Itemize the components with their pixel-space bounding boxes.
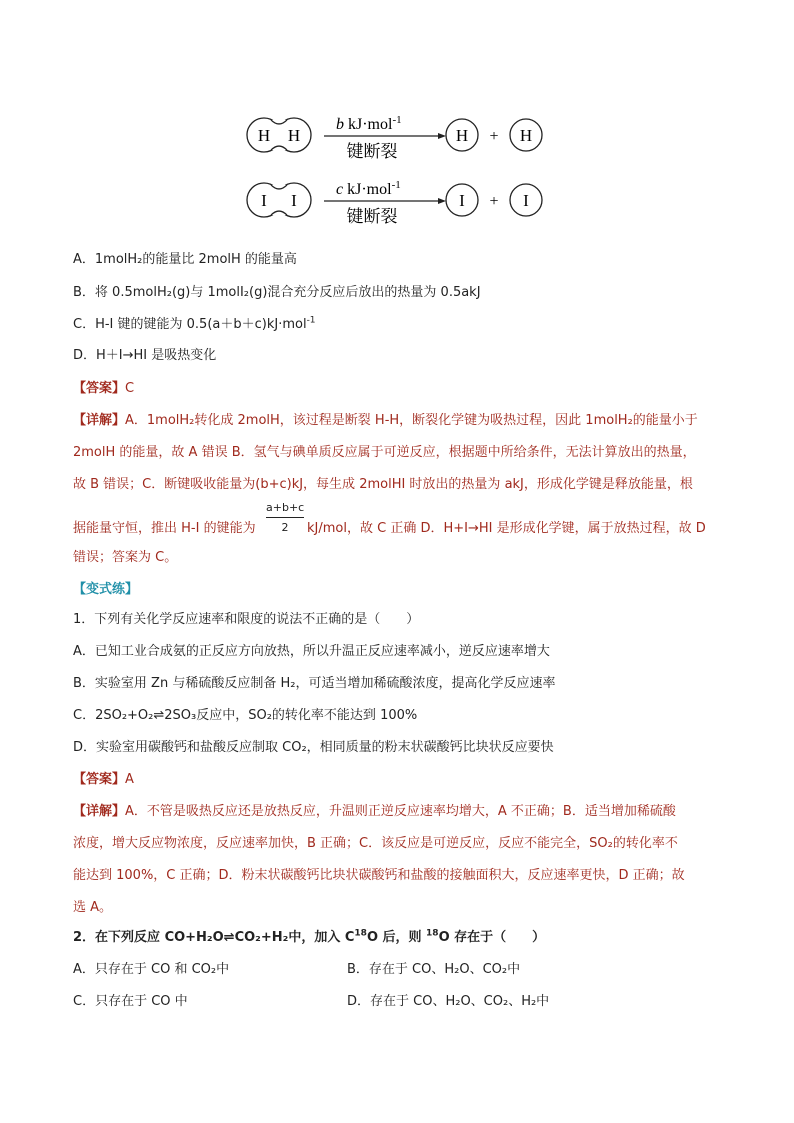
q2-option-a: A．已知工业合成氨的正反应方向放热，所以升温正反应速率减小，逆反应速率增大: [73, 644, 550, 659]
hh-molecule: [247, 118, 311, 152]
fraction-numerator: a+b+c: [266, 501, 305, 514]
i-atom-right: I: [291, 191, 297, 210]
q2-stem: 1．下列有关化学反应速率和限度的说法不正确的是（ ）: [73, 612, 420, 627]
q1-detail-line-3: 故 B 错误；C．断键吸收能量为(b+c)kJ，每生成 2molHI 时放出的热量为 akJ，形成化学键是释放能量，根: [73, 477, 693, 492]
q1-option-a: A．1molH₂的能量比 2molH 的能量高: [73, 252, 297, 267]
q1-detail-line-4b: kJ/mol，故 C 正确 D．H+I→HI 是形成化学键，属于放热过程，故 D: [307, 521, 706, 536]
q2-detail-line-4: 选 A。: [73, 900, 113, 915]
bond-break-label-1: 键断裂: [346, 142, 398, 162]
bond-break-label-2: 键断裂: [346, 207, 398, 227]
energy-c-label: c kJ·mol$^{-1}$: [336, 179, 401, 198]
q2-option-d: D．实验室用碳酸钙和盐酸反应制取 CO₂，相同质量的粉末状碳酸钙比块状反应要快: [73, 740, 554, 755]
q1-detail-line-2: 2molH 的能量，故 A 错误 B．氢气与碘单质反应属于可逆反应，根据题中所给条件，无法计算放出的热量，: [73, 445, 696, 460]
plus-2: +: [489, 193, 499, 210]
q1-option-b: B．将 0.5molH₂(g)与 1molI₂(g)混合充分反应后放出的热量为 0.5akJ: [73, 285, 481, 300]
q3-option-d: D．存在于 CO、H₂O、CO₂、H₂中: [347, 994, 550, 1009]
fraction-denominator: 2: [281, 521, 289, 534]
h-atom-right: H: [287, 126, 301, 145]
h-product-2: H: [519, 126, 533, 145]
energy-b-label: b kJ·mol$^{-1}$: [336, 114, 402, 133]
q3-stem: 2．在下列反应 CO+H₂O⇌CO₂+H₂中，加入 $C^{18}O$ 后，则 $^{18}$O 存在于（ ）: [73, 928, 546, 945]
q2-detail-line-3: 能达到 100%，C 正确；D．粉末状碳酸钙比块状碳酸钙和盐酸的接触面积大，反应速率更快，D 正确；故: [73, 868, 685, 883]
ii-molecule: [247, 183, 311, 217]
q3-option-b: B．存在于 CO、H₂O、CO₂中: [347, 962, 521, 977]
q1-detail-line-1: 【详解】A．1molH₂转化成 2molH，该过程是断裂 H-H，断裂化学键为吸热过程，因此 1molH₂的能量小于: [73, 413, 698, 428]
h-product-1: H: [455, 126, 469, 145]
q1-option-d: D．H＋I→HI 是吸热变化: [73, 348, 217, 363]
q2-option-c: C．2SO₂+O₂⇌2SO₃反应中，SO₂的转化率不能达到 100%: [73, 708, 418, 723]
q1-option-c: C．H-I 键的键能为 0.5(a＋b＋c)kJ·mol$^{-1}$: [73, 315, 316, 332]
bond-breaking-diagram: [240, 108, 560, 233]
fraction: [266, 501, 304, 534]
q3-option-a: A．只存在于 CO 和 CO₂中: [73, 962, 230, 977]
q1-detail-line-5: 错误；答案为 C。: [73, 550, 178, 565]
i-atom-left: I: [261, 191, 267, 210]
q1-answer: 【答案】C: [73, 381, 135, 396]
q2-answer: 【答案】A: [73, 772, 134, 787]
i-product-1: I: [459, 191, 465, 210]
q1-detail-line-4a: 据能量守恒，推出 H-I 的键能为: [73, 521, 256, 536]
h-atom-left: H: [257, 126, 271, 145]
fraction-bar: [266, 517, 304, 518]
q2-detail-line-2: 浓度，增大反应物浓度，反应速率加快，B 正确；C．该反应是可逆反应，反应不能完全，SO₂的转化率不: [73, 836, 678, 851]
q2-detail-line-1: 【详解】A．不管是吸热反应还是放热反应，升温则正逆反应速率均增大，A 不正确；B．适当增加稀硫酸: [73, 804, 676, 819]
variant-practice-heading: 【变式练】: [73, 582, 139, 597]
q2-option-b: B．实验室用 Zn 与稀硫酸反应制备 H₂，可适当增加稀硫酸浓度，提高化学反应速率: [73, 676, 556, 691]
plus-1: +: [489, 128, 499, 145]
q3-option-c: C．只存在于 CO 中: [73, 994, 188, 1009]
i-product-2: I: [523, 191, 529, 210]
